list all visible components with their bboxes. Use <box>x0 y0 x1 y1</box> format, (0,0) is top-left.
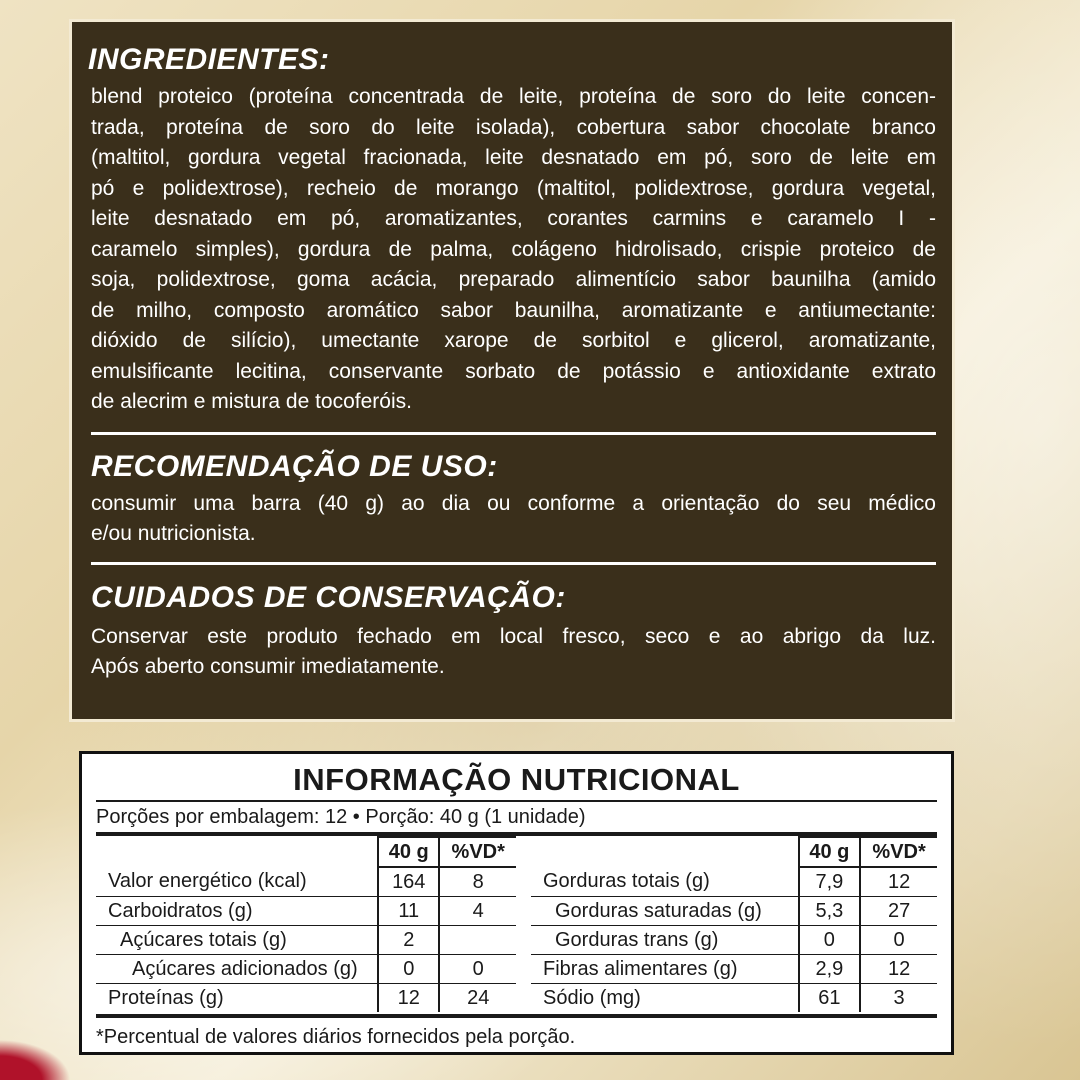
text-line: pó e polidextrose), recheio de morango (maltitol, polidextrose, gordura vegetal, <box>91 176 936 200</box>
rule <box>96 1014 937 1018</box>
nutrient-amount: 11 <box>378 897 439 926</box>
text-line: consumir uma barra (40 g) ao dia ou conforme a orientação do seu médico <box>91 491 936 515</box>
nutrition-facts-panel <box>79 751 954 1055</box>
table-row <box>96 867 516 897</box>
nutrient-label: Açúcares totais (g) <box>96 926 378 955</box>
nutrient-vd: 12 <box>860 867 937 897</box>
header-amount: 40 g <box>799 837 861 867</box>
ingredients-text <box>88 82 936 418</box>
header-vd: %VD* <box>860 837 937 867</box>
nutrient-amount: 5,3 <box>799 897 861 926</box>
text-line: trada, proteína de soro do leite isolada), cobertura sabor chocolate branco <box>91 115 936 139</box>
table-header-row <box>531 837 937 867</box>
nutrient-vd: 3 <box>860 984 937 1013</box>
nutrient-vd: 4 <box>439 897 516 926</box>
nutrient-amount: 0 <box>378 955 439 984</box>
footnote: *Percentual de valores diários fornecidos pela porção. <box>96 1026 576 1048</box>
table-row <box>96 955 516 984</box>
usage-title: RECOMENDAÇÃO DE USO: <box>91 449 498 483</box>
table-row <box>531 984 937 1013</box>
divider <box>91 562 936 565</box>
text-line: Conservar este produto fechado em local fresco, seco e ao abrigo da luz. <box>91 624 936 648</box>
storage-text <box>88 622 936 683</box>
header-vd: %VD* <box>439 837 516 867</box>
table-row <box>531 955 937 984</box>
table-row <box>96 984 516 1013</box>
nutrient-amount: 0 <box>799 926 861 955</box>
text-line: de milho, composto aromático sabor baunilha, aromatizante e antiumectante: <box>91 298 936 322</box>
ingredients-title: INGREDIENTES: <box>88 43 330 76</box>
text-line: caramelo simples), gordura de palma, colágeno hidrolisado, crispie proteico de <box>91 237 936 261</box>
nutrient-vd: 12 <box>860 955 937 984</box>
text-line: soja, polidextrose, goma acácia, preparado alimentício sabor baunilha (amido <box>91 268 936 291</box>
nutrient-amount: 164 <box>378 867 439 897</box>
nutrient-label: Gorduras saturadas (g) <box>531 897 799 926</box>
nutrient-amount: 12 <box>378 984 439 1013</box>
nutrient-amount: 2 <box>378 926 439 955</box>
nutrient-vd: 24 <box>439 984 516 1013</box>
nutrient-vd <box>439 926 516 955</box>
nutrition-tables <box>96 836 937 1012</box>
nutrient-label: Gorduras trans (g) <box>531 926 799 955</box>
nutrient-amount: 7,9 <box>799 867 861 897</box>
text-line: emulsificante lecitina, conservante sorbato de potássio e antioxidante extrato <box>91 359 936 383</box>
text-line: (maltitol, gordura vegetal fracionada, leite desnatado em pó, soro de leite em <box>91 146 936 169</box>
divider <box>91 432 936 435</box>
info-panel <box>69 19 955 722</box>
decorative-red-corner <box>0 1040 70 1080</box>
table-row <box>531 867 937 897</box>
text-line: leite desnatado em pó, aromatizantes, corantes carmins e caramelo I - <box>91 207 936 230</box>
text-line: Após aberto consumir imediatamente. <box>91 655 445 678</box>
nutrient-label: Valor energético (kcal) <box>96 867 378 897</box>
text-line: dióxido de silício), umectante xarope de sorbitol e glicerol, aromatizante, <box>91 329 936 352</box>
nutrient-amount: 2,9 <box>799 955 861 984</box>
nutrient-vd: 0 <box>860 926 937 955</box>
nutrition-table-right <box>531 836 937 1012</box>
nutrition-title: INFORMAÇÃO NUTRICIONAL <box>293 762 740 797</box>
nutrient-label: Açúcares adicionados (g) <box>96 955 378 984</box>
nutrition-table-left <box>96 836 516 1012</box>
nutrient-label: Sódio (mg) <box>543 986 641 1009</box>
table-row <box>96 926 516 955</box>
table-row <box>531 897 937 926</box>
servings-info: Porções por embalagem: 12 • Porção: 40 g (1 unidade) <box>96 806 586 828</box>
header-amount: 40 g <box>378 837 439 867</box>
nutrient-vd: 0 <box>439 955 516 984</box>
text-line: blend proteico (proteína concentrada de leite, proteína de soro do leite concen- <box>91 85 936 108</box>
nutrient-label: Fibras alimentares (g) <box>531 955 799 984</box>
storage-title: CUIDADOS DE CONSERVAÇÃO: <box>91 580 566 614</box>
nutrient-vd: 27 <box>860 897 937 926</box>
nutrient-label: Gorduras totais (g) <box>531 867 799 897</box>
header-blank <box>531 837 799 867</box>
table-header-row <box>96 837 516 867</box>
table-row <box>96 897 516 926</box>
usage-text <box>88 489 936 550</box>
nutrient-label: Proteínas (g) <box>108 986 224 1009</box>
text-line: de alecrim e mistura de tocoferóis. <box>91 390 412 413</box>
header-blank <box>96 837 378 867</box>
text-line: e/ou nutricionista. <box>91 522 256 545</box>
table-row <box>531 926 937 955</box>
nutrient-vd: 8 <box>439 867 516 897</box>
nutrient-label: Carboidratos (g) <box>96 897 378 926</box>
nutrient-amount: 61 <box>799 984 861 1013</box>
